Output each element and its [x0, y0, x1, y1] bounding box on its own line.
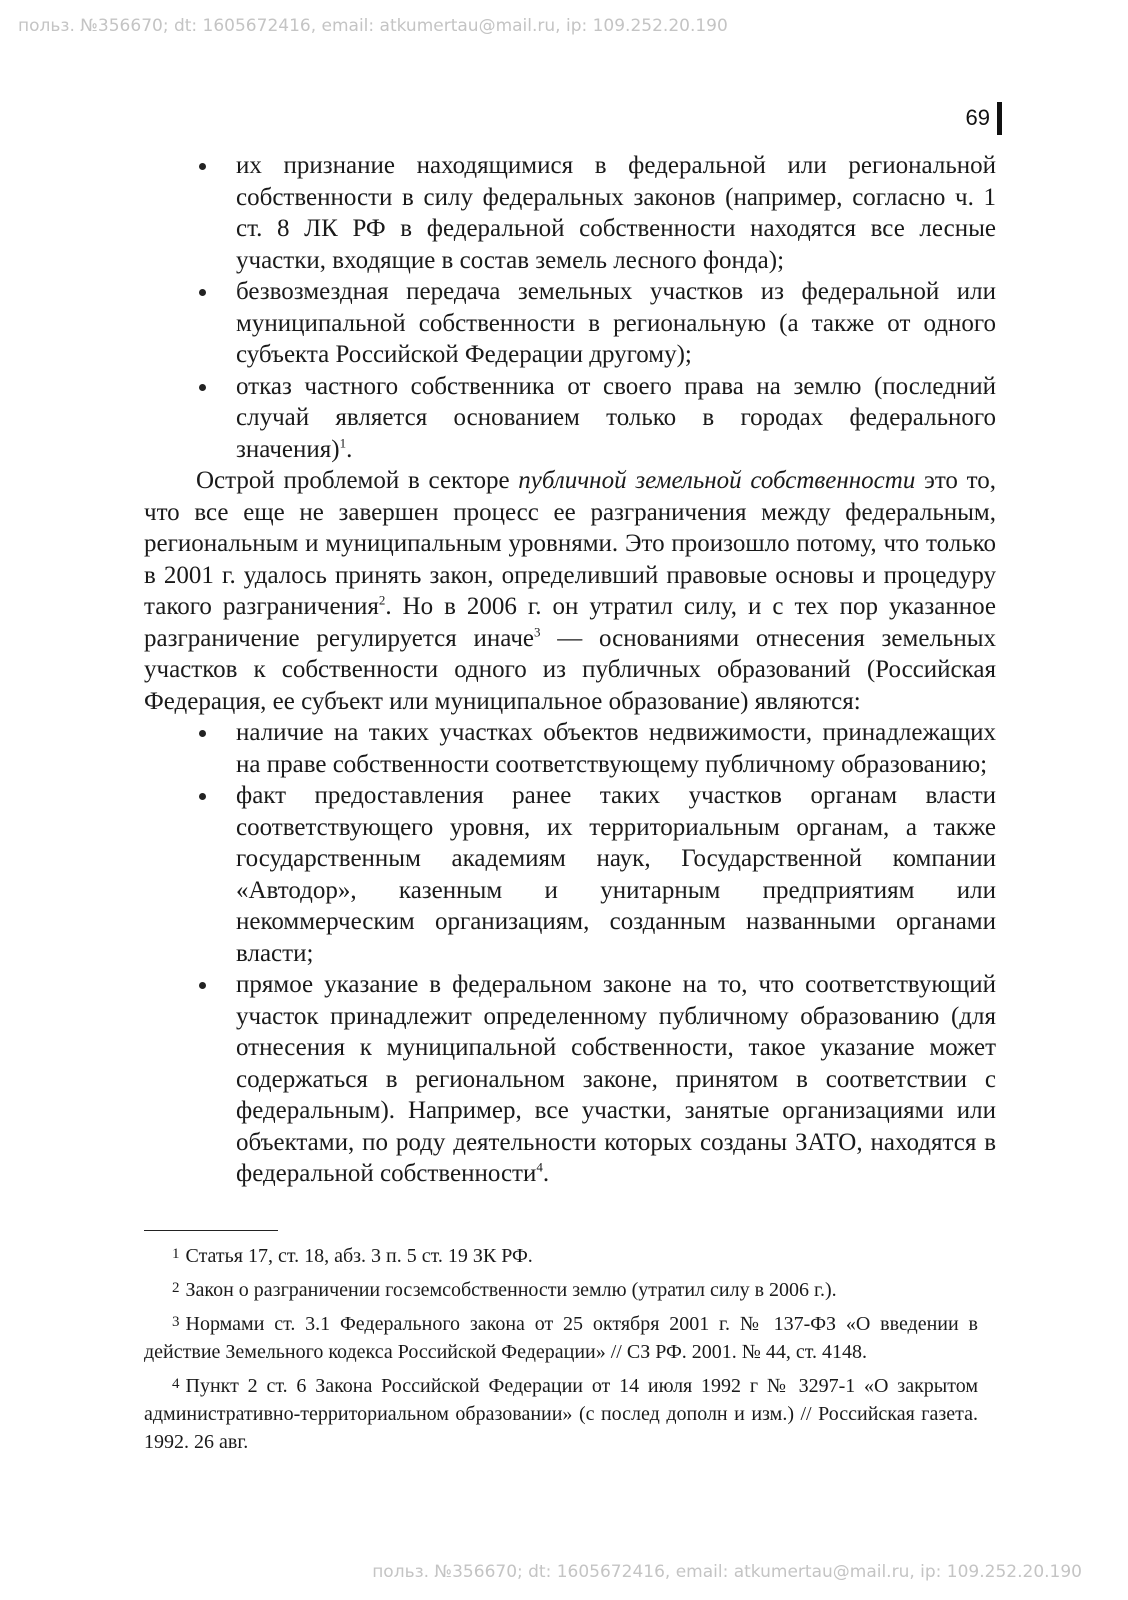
- list-item-text: отказ частного собственника от своего права на землю (последний случай является основанием только в городах федерального значения): [236, 372, 996, 463]
- list-item: [236, 969, 996, 1190]
- footnote-text: Закон о разграничении госземсобственности землю (утратил силу в 2006 г.).: [185, 1279, 837, 1301]
- footnote-number: 1: [172, 1246, 180, 1262]
- watermark-top: польз. №356670; dt: 1605672416, email: atkumertau@mail.ru, ip: 109.252.20.190: [18, 16, 728, 36]
- footnote-3: [144, 1308, 978, 1366]
- page-number: 69: [966, 104, 1002, 132]
- footnote-1: [144, 1240, 978, 1270]
- footnote-ref[interactable]: 4: [536, 1159, 543, 1175]
- footnote-2: [144, 1274, 978, 1304]
- paragraph-text: — основаниями отнесения земельных участков к собственности одного из публичных образований (Российская Федерация, ее субъект или муниципальное образование) являются:: [144, 624, 997, 715]
- watermark-bottom: польз. №356670; dt: 1605672416, email: atkumertau@mail.ru, ip: 109.252.20.190: [372, 1562, 1082, 1582]
- paragraph-text: это то, что все еще не завершен процесс ее разграничения между федеральным, региональным и муниципальным уровнями. Это произошло потому, что только в 2001 г. удалось принять закон, определивший правовые основы и процедуру такого разграничения: [144, 467, 996, 620]
- bullet-list-top: [144, 150, 996, 465]
- footnotes: [144, 1240, 978, 1460]
- list-item: факт предоставления ранее таких участков органам власти соответствующего уровня, их территориальным органам, а также государственным академиям наук, Государственной компании «Автодор», казенным и унитарным предприятиям или некоммерческим организациям, созданным названными органами власти;: [236, 780, 996, 969]
- list-item: наличие на таких участках объектов недвижимости, принадлежащих на праве собственности соответствующему публичному образованию;: [236, 717, 996, 780]
- list-item-text: прямое указание в федеральном законе на то, что соответствующий участок принадлежит определенному публичному образованию (для отнесения к муниципальной собственности, такое указание может содержаться в региональном законе, принятом в соответствии с федеральным). Например, все участки, занятые организациями или объектами, по роду деятельности которых созданы ЗАТО, находятся в федеральной собственности: [236, 971, 996, 1187]
- footnote-text: Пункт 2 ст. 6 Закона Российской Федерации от 14 июля 1992 г № 3297-1 «О закрытом административно-территориальном образовании» (с послед дополн и изм.) // Российская газета. 1992. 26 авг.: [144, 1375, 978, 1453]
- footnote-ref[interactable]: 3: [534, 624, 541, 640]
- footnote-number: 3: [172, 1314, 180, 1330]
- list-item: их признание находящимися в федеральной или региональной собственности в силу федеральных законов (например, согласно ч. 1 ст. 8 ЛК РФ в федеральной собственности находятся все лесные участки, входящие в состав земель лесного фонда);: [236, 150, 996, 276]
- footnote-text: Нормами ст. 3.1 Федерального закона от 25 октября 2001 г. № 137-ФЗ «О введении в действие Земельного кодекса Российской Федерации» // СЗ РФ. 2001. № 44, ст. 4148.: [144, 1313, 978, 1363]
- footnote-divider: [144, 1230, 278, 1231]
- bullet-list-bottom: [144, 717, 996, 1190]
- body-paragraph: [144, 465, 996, 717]
- paragraph-text: Острой проблемой в секторе: [196, 467, 519, 494]
- emphasis-text: публичной земельной собственности: [518, 467, 916, 494]
- footnote-number: 2: [172, 1280, 180, 1296]
- footnote-ref[interactable]: 2: [378, 592, 386, 608]
- list-item-tail: .: [346, 435, 353, 463]
- list-item: безвозмездная передача земельных участков из федеральной или муниципальной собственности в региональную (а также от одного субъекта Российской Федерации другому);: [236, 276, 996, 371]
- footnote-number: 4: [172, 1376, 180, 1392]
- list-item-tail: .: [542, 1160, 550, 1187]
- page-body: [144, 150, 996, 1190]
- footnote-4: [144, 1370, 978, 1456]
- footnote-ref[interactable]: 1: [339, 435, 347, 451]
- list-item: [236, 371, 996, 466]
- footnote-text: Статья 17, ст. 18, абз. 3 п. 5 ст. 19 ЗК РФ.: [185, 1245, 533, 1267]
- paragraph-text: . Но в 2006 г. он утратил силу, и с тех пор указанное разграничение регулируется иначе: [144, 593, 996, 652]
